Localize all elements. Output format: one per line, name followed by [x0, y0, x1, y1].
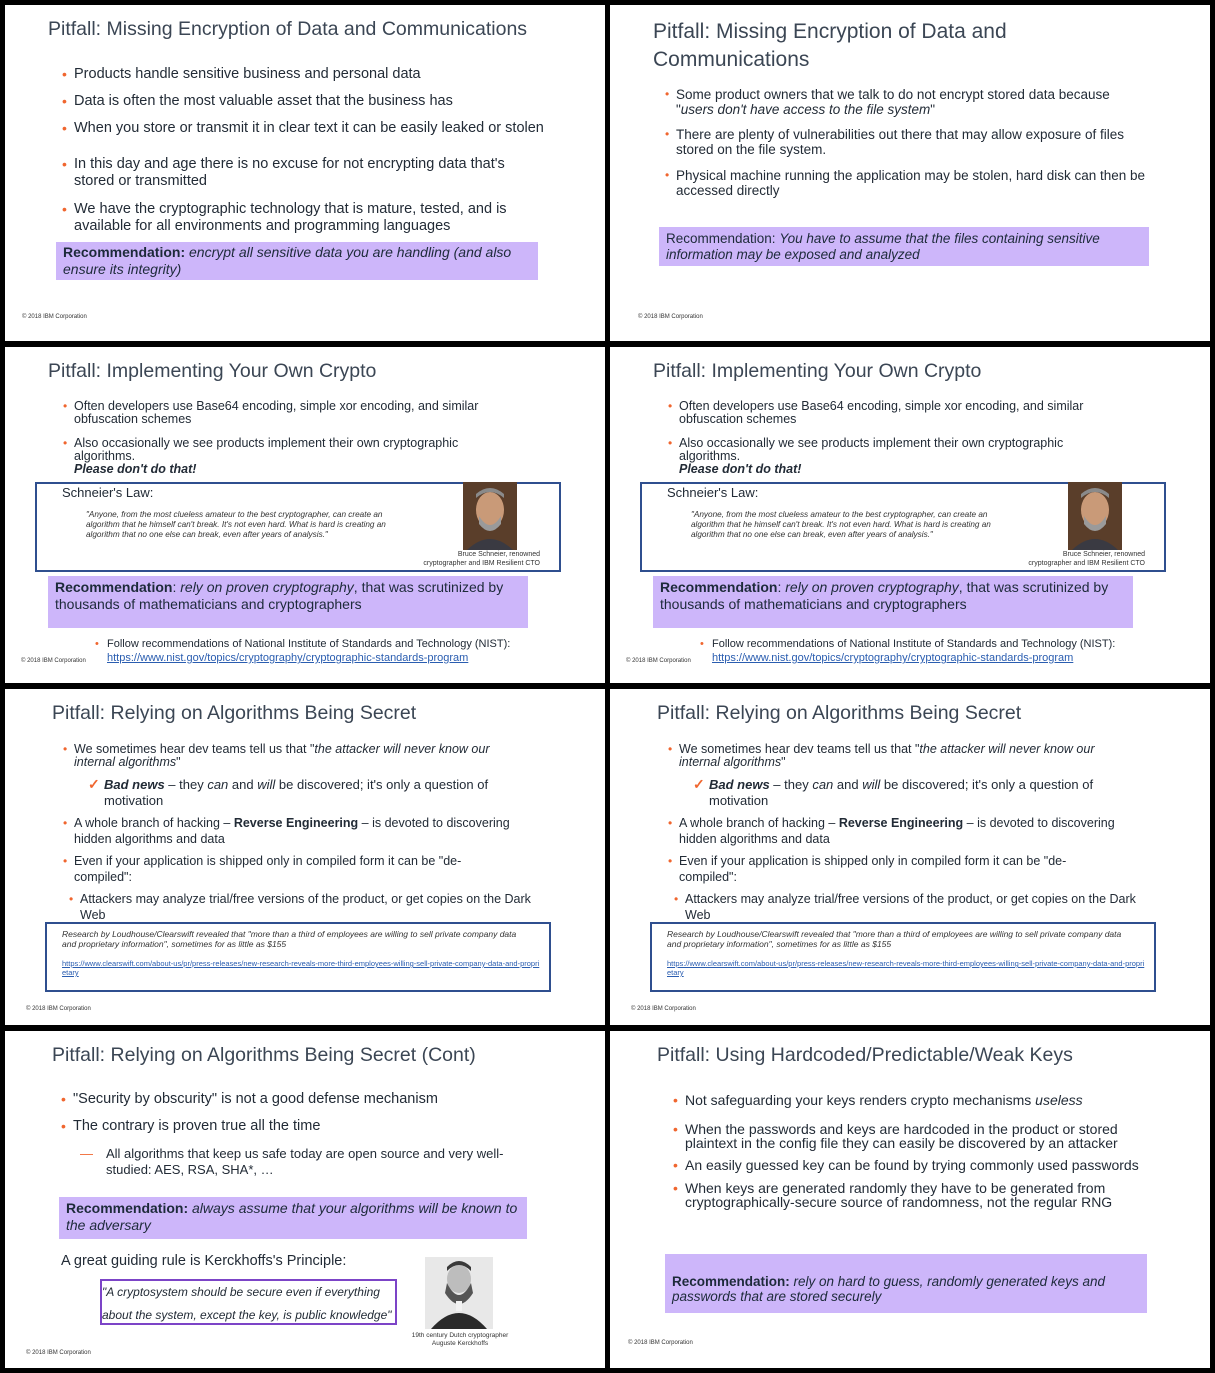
slide-2: [610, 5, 1210, 341]
copyright: © 2018 IBM Corporation: [26, 1350, 91, 1356]
bullet: • When you store or transmit it in clear text it can be easily leaked or stolen: [74, 120, 544, 137]
bullet: • A whole branch of hacking – Reverse Engineering – is devoted to discovering hidden algorithms and data: [679, 815, 1149, 847]
nist-link[interactable]: https://www.nist.gov/topics/cryptography/cryptographic-standards-program: [712, 652, 1074, 664]
bullet: • Also occasionally we see products implement their own cryptographic algorithms. Please don't do that!: [679, 437, 1109, 476]
schneier-quote: "Anyone, from the most clueless amateur to the best cryptographer, can create an algorithm that he himself can't break. It's not even hard. What is hard is creating an algorithm that no one else can break, even after years of analysis.": [86, 510, 386, 539]
slide-title: Pitfall: Missing Encryption of Data and Communications: [653, 20, 1007, 71]
slide-8: [610, 1031, 1210, 1368]
photo-caption: Bruce Schneier, renowned cryptographer and IBM Resilient CTO: [1028, 551, 1145, 567]
bullet: • When the passwords and keys are hardcoded in the product or stored plaintext in the config file they can easily be discovered by an attacker: [685, 1122, 1145, 1150]
slide-title: Pitfall: Implementing Your Own Crypto: [653, 360, 982, 382]
photo-caption: Bruce Schneier, renowned cryptographer and IBM Resilient CTO: [423, 551, 540, 567]
copyright: © 2018 IBM Corporation: [22, 314, 87, 320]
bullet: • Some product owners that we talk to do not encrypt stored data because "users don't have access to the file system": [676, 87, 1146, 117]
slide-7: [5, 1031, 605, 1368]
rec-label: Recommendation:: [666, 231, 776, 246]
rec-text: You have to assume that the files containing sensitive information may be exposed and analyzed: [666, 231, 1100, 262]
nist-link[interactable]: https://www.nist.gov/topics/cryptography/cryptographic-standards-program: [107, 652, 469, 664]
bullet: • Not safeguarding your keys renders crypto mechanisms useless: [685, 1093, 1155, 1107]
bullet: • A whole branch of hacking – Reverse Engineering – is devoted to discovering hidden algorithms and data: [74, 815, 544, 847]
kerckhoffs-rule: A great guiding rule is Kerckhoffs's Principle:: [61, 1253, 347, 1269]
bullet: • Often developers use Base64 encoding, simple xor encoding, and similar obfuscation schemes: [679, 400, 1089, 426]
copyright: © 2018 IBM Corporation: [21, 658, 86, 664]
law-title: Schneier's Law:: [667, 485, 759, 500]
copyright: © 2018 IBM Corporation: [638, 314, 703, 320]
slide-title: Pitfall: Relying on Algorithms Being Secret (Cont): [52, 1044, 476, 1066]
bullet: • There are plenty of vulnerabilities out there that may allow exposure of files stored on the file system.: [676, 127, 1156, 157]
slide-1: [5, 5, 605, 341]
bullet: • In this day and age there is no excuse for not encrypting data that's stored or transmitted: [74, 156, 544, 190]
law-title: Schneier's Law:: [62, 485, 154, 500]
copyright: © 2018 IBM Corporation: [631, 1006, 696, 1012]
schneier-photo: [1068, 482, 1122, 550]
rec-text: encrypt all sensitive data you are handling (and also ensure its integrity): [63, 244, 512, 277]
slide-5: [5, 689, 605, 1025]
copyright: © 2018 IBM Corporation: [626, 658, 691, 664]
recommendation-box: Recommendation: rely on proven cryptography, that was scrutinized by thousands of mathematicians and cryptographers: [48, 576, 528, 628]
check-item: ✓ Bad news – they can and will be discovered; it's only a question of motivation: [709, 777, 1129, 809]
bullet: • Attackers may analyze trial/free versions of the product, or get copies on the Dark Web: [685, 891, 1145, 923]
bullet: • Attackers may analyze trial/free versions of the product, or get copies on the Dark Web: [80, 891, 540, 923]
check-item: ✓ Bad news – they can and will be discovered; it's only a question of motivation: [104, 777, 524, 809]
recommendation-box: [659, 227, 1149, 266]
bullet: • Physical machine running the application may be stolen, hard disk can then be accessed directly: [676, 168, 1156, 198]
slide-title: Pitfall: Missing Encryption of Data and Communications: [48, 18, 528, 40]
portrait-caption: 19th century Dutch cryptographer Auguste Kerckhoffs: [411, 1332, 509, 1347]
slide-title: Pitfall: Relying on Algorithms Being Secret: [52, 702, 417, 724]
kerckhoffs-portrait: [425, 1257, 493, 1329]
recommendation-box: Recommendation: always assume that your algorithms will be known to the adversary: [59, 1197, 527, 1239]
bullet: • When keys are generated randomly they have to be generated from cryptographically-secure source of randomness, not the regular RNG: [685, 1181, 1145, 1209]
research-link[interactable]: https://www.clearswift.com/about-us/pr/press-releases/new-research-reveals-more-third-employees-willing-sell-private-company-data-and-proprietary: [62, 959, 540, 977]
research-text: Research by Loudhouse/Clearswift revealed that "more than a third of employees are willing to sell private company data and proprietary information", sometimes for as little as $155: [667, 929, 1122, 949]
nist-bullet: • Follow recommendations of National Institute of Standards and Technology (NIST): https://www.nist.gov/topics/cryptography/cryptographic-standards-program: [712, 637, 1182, 665]
bullet: • "Security by obscurity" is not a good defense mechanism: [73, 1091, 543, 1108]
bullet: • Also occasionally we see products implement their own cryptographic algorithms. Please don't do that!: [74, 437, 504, 476]
schneier-photo: [463, 482, 517, 550]
bullet: • We sometimes hear dev teams tell us that "the attacker will never know our internal algorithms": [679, 743, 1129, 769]
recommendation-box: Recommendation: rely on proven cryptography, that was scrutinized by thousands of mathematicians and cryptographers: [653, 576, 1133, 628]
bullet: • Even if your application is shipped only in compiled form it can be "de-compiled":: [679, 853, 1109, 885]
slide-title: Pitfall: Relying on Algorithms Being Secret: [657, 702, 1022, 724]
copyright: © 2018 IBM Corporation: [26, 1006, 91, 1012]
rec-label: Recommendation:: [63, 244, 186, 260]
bullet: • Products handle sensitive business and personal data: [74, 66, 544, 83]
nist-bullet: • Follow recommendations of National Institute of Standards and Technology (NIST): https://www.nist.gov/topics/cryptography/cryptographic-standards-program: [107, 637, 577, 665]
recommendation-box: Recommendation: rely on hard to guess, randomly generated keys and passwords that are stored securely: [665, 1254, 1147, 1313]
slide-6: [610, 689, 1210, 1025]
slide-4: [610, 347, 1210, 683]
bullet: • Data is often the most valuable asset that the business has: [74, 93, 544, 110]
dash-item: — All algorithms that keep us safe today are open source and very well-studied: AES, RSA, SHA*, …: [106, 1146, 536, 1178]
research-link[interactable]: https://www.clearswift.com/about-us/pr/press-releases/new-research-reveals-more-third-employees-willing-sell-private-company-data-and-proprietary: [667, 959, 1145, 977]
bullet: • We sometimes hear dev teams tell us that "the attacker will never know our internal algorithms": [74, 743, 524, 769]
bullet: • Even if your application is shipped only in compiled form it can be "de-compiled":: [74, 853, 504, 885]
schneier-quote: "Anyone, from the most clueless amateur to the best cryptographer, can create an algorithm that he himself can't break. It's not even hard. What is hard is creating an algorithm that no one else can break, even after years of analysis.": [691, 510, 991, 539]
research-text: Research by Loudhouse/Clearswift revealed that "more than a third of employees are willing to sell private company data and proprietary information", sometimes for as little as $155: [62, 929, 517, 949]
copyright: © 2018 IBM Corporation: [628, 1340, 693, 1346]
slide-3: [5, 347, 605, 683]
slide-title: Pitfall: Using Hardcoded/Predictable/Weak Keys: [657, 1044, 1073, 1066]
slide-title: Pitfall: Implementing Your Own Crypto: [48, 360, 377, 382]
kerckhoffs-quote: "A cryptosystem should be secure even if everything about the system, except the key, is public knowledge": [102, 1285, 392, 1322]
bullet: • The contrary is proven true all the time: [73, 1118, 543, 1135]
bullet: • Often developers use Base64 encoding, simple xor encoding, and similar obfuscation schemes: [74, 400, 484, 426]
bullet: • We have the cryptographic technology that is mature, tested, and is available for all environments and programming languages: [74, 201, 544, 235]
bullet: • An easily guessed key can be found by trying commonly used passwords: [685, 1158, 1155, 1172]
recommendation-box: [56, 242, 538, 280]
